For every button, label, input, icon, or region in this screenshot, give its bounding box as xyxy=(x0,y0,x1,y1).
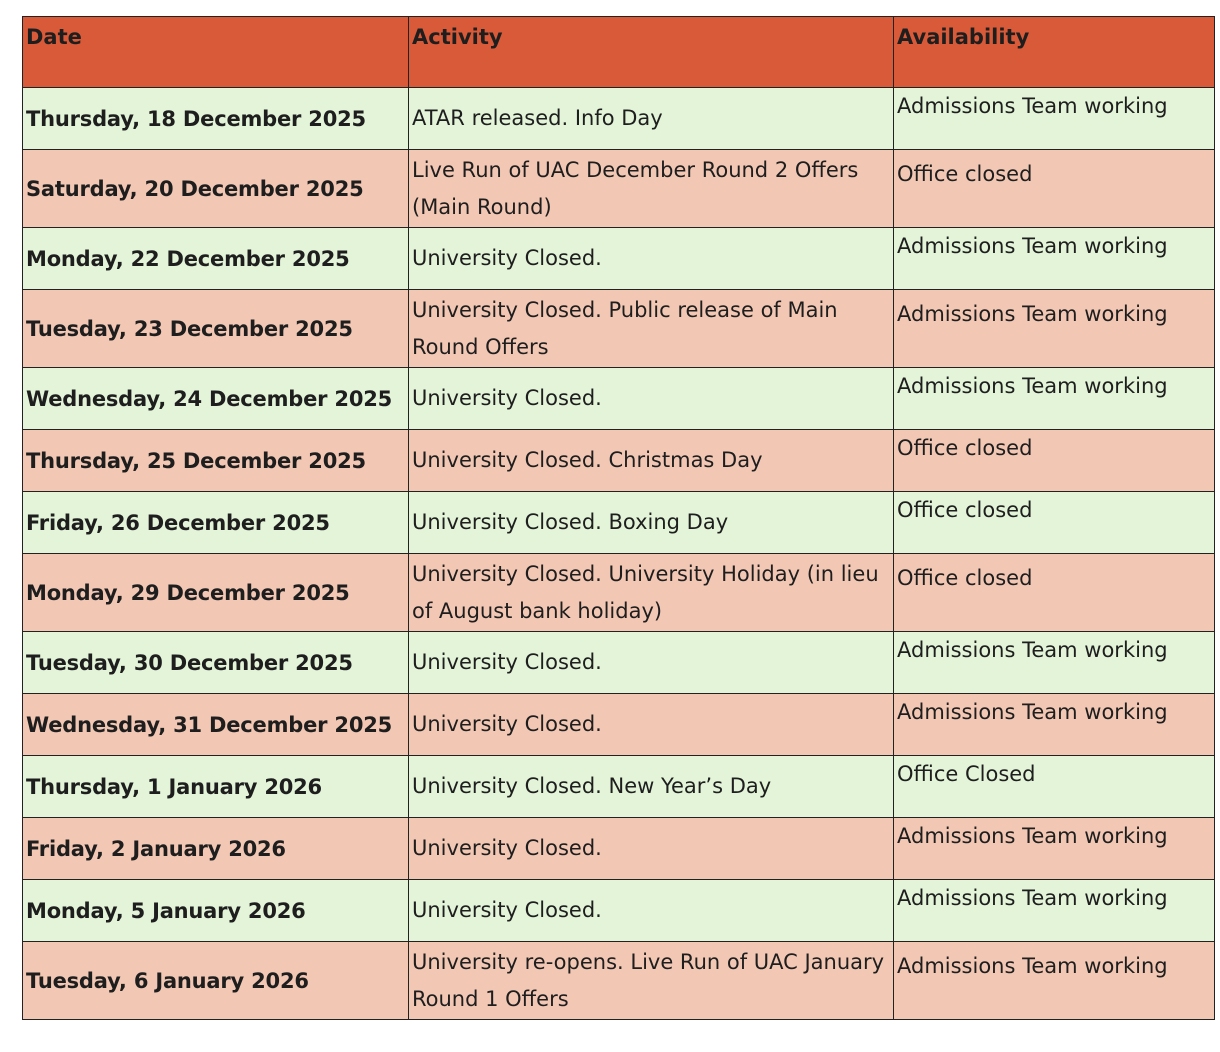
availability-cell: Admissions Team working xyxy=(894,88,1215,150)
date-cell: Wednesday, 31 December 2025 xyxy=(23,694,409,756)
availability-cell: Office closed xyxy=(894,554,1215,632)
activity-cell: University Closed. New Year’s Day xyxy=(409,756,894,818)
activity-cell: University Closed. xyxy=(409,694,894,756)
table-row xyxy=(23,150,1215,228)
table-row xyxy=(23,430,1215,492)
table-row xyxy=(23,694,1215,756)
header-availability: Availability xyxy=(894,17,1215,88)
availability-cell: Admissions Team working xyxy=(894,228,1215,290)
activity-cell: University Closed. Public release of Main Round Offers xyxy=(409,290,894,368)
table-row xyxy=(23,290,1215,368)
availability-cell: Office closed xyxy=(894,430,1215,492)
availability-cell: Admissions Team working xyxy=(894,632,1215,694)
date-cell: Saturday, 20 December 2025 xyxy=(23,150,409,228)
activity-cell: University re-opens. Live Run of UAC January Round 1 Offers xyxy=(409,942,894,1020)
header-row xyxy=(23,17,1215,88)
date-cell: Friday, 26 December 2025 xyxy=(23,492,409,554)
table-row xyxy=(23,492,1215,554)
activity-cell: University Closed. xyxy=(409,228,894,290)
activity-cell: University Closed. xyxy=(409,880,894,942)
availability-cell: Office closed xyxy=(894,492,1215,554)
table-row xyxy=(23,880,1215,942)
header-date: Date xyxy=(23,17,409,88)
activity-cell: Live Run of UAC December Round 2 Offers (Main Round) xyxy=(409,150,894,228)
activity-cell: University Closed. Boxing Day xyxy=(409,492,894,554)
availability-cell: Office closed xyxy=(894,150,1215,228)
table-row xyxy=(23,88,1215,150)
date-cell: Thursday, 25 December 2025 xyxy=(23,430,409,492)
date-cell: Thursday, 18 December 2025 xyxy=(23,88,409,150)
table-row xyxy=(23,368,1215,430)
activity-cell: University Closed. xyxy=(409,818,894,880)
table-row xyxy=(23,818,1215,880)
availability-cell: Admissions Team working xyxy=(894,818,1215,880)
activity-cell: University Closed. University Holiday (in lieu of August bank holiday) xyxy=(409,554,894,632)
date-cell: Monday, 29 December 2025 xyxy=(23,554,409,632)
availability-cell: Admissions Team working xyxy=(894,880,1215,942)
activity-cell: University Closed. xyxy=(409,632,894,694)
availability-cell: Admissions Team working xyxy=(894,942,1215,1020)
schedule-table xyxy=(22,16,1215,1020)
availability-cell: Admissions Team working xyxy=(894,368,1215,430)
table-row xyxy=(23,756,1215,818)
availability-cell: Admissions Team working xyxy=(894,694,1215,756)
table-row xyxy=(23,554,1215,632)
activity-cell: University Closed. Christmas Day xyxy=(409,430,894,492)
date-cell: Tuesday, 23 December 2025 xyxy=(23,290,409,368)
date-cell: Monday, 22 December 2025 xyxy=(23,228,409,290)
date-cell: Wednesday, 24 December 2025 xyxy=(23,368,409,430)
date-cell: Tuesday, 30 December 2025 xyxy=(23,632,409,694)
table-row xyxy=(23,632,1215,694)
table-row xyxy=(23,228,1215,290)
table-row xyxy=(23,942,1215,1020)
availability-cell: Office Closed xyxy=(894,756,1215,818)
header-activity: Activity xyxy=(409,17,894,88)
date-cell: Monday, 5 January 2026 xyxy=(23,880,409,942)
date-cell: Thursday, 1 January 2026 xyxy=(23,756,409,818)
date-cell: Tuesday, 6 January 2026 xyxy=(23,942,409,1020)
activity-cell: University Closed. xyxy=(409,368,894,430)
date-cell: Friday, 2 January 2026 xyxy=(23,818,409,880)
activity-cell: ATAR released. Info Day xyxy=(409,88,894,150)
availability-cell: Admissions Team working xyxy=(894,290,1215,368)
